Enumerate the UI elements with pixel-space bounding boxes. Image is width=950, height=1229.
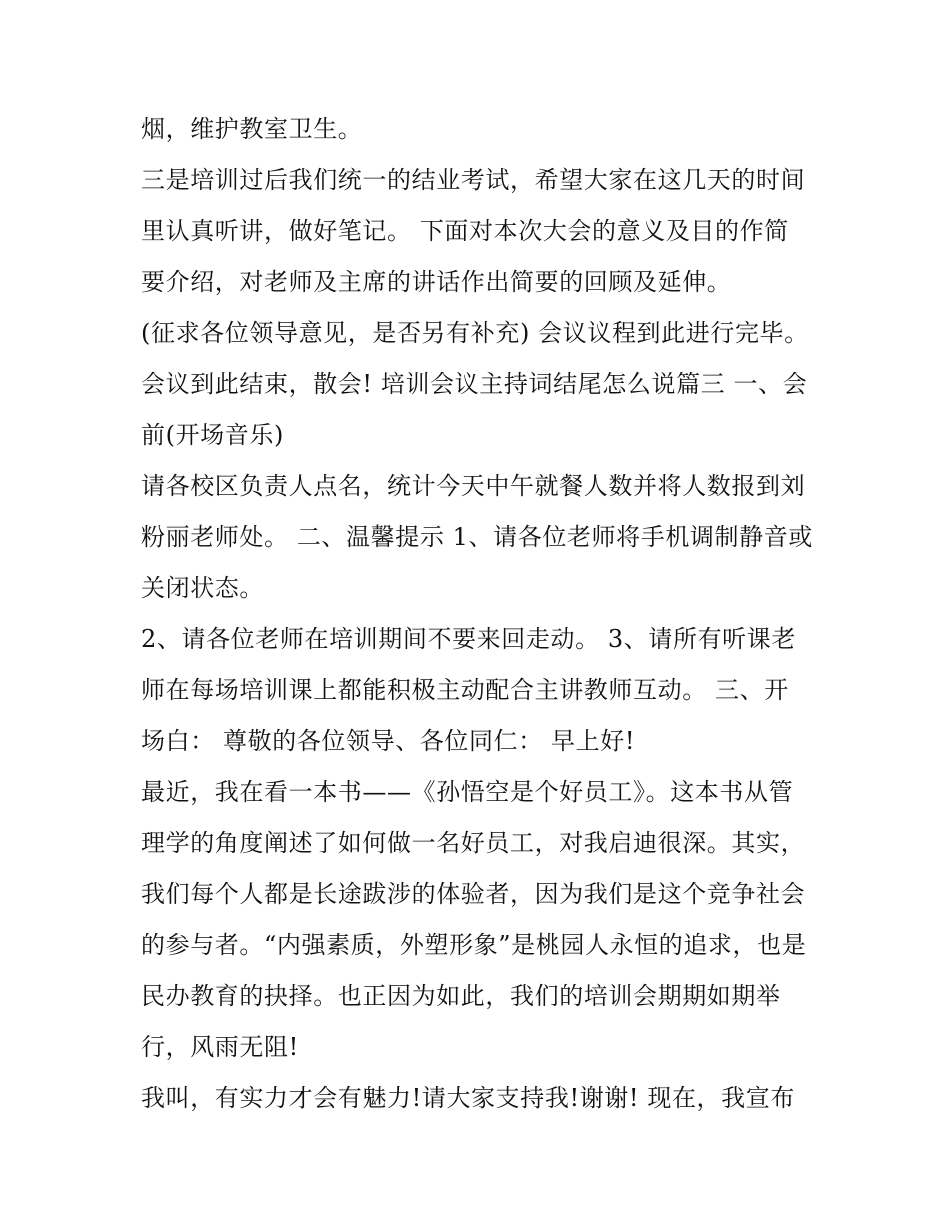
text-line: 烟，维护教室卫生。 (141, 115, 363, 143)
text-line: 我们每个人都是长途跋涉的体验者，因为我们是这个竞争社会 (141, 880, 806, 908)
text-line: 理学的角度阐述了如何做一名好员工，对我启迪很深。其实， (141, 829, 806, 857)
text-line: 里认真听讲，做好笔记。 下面对本次大会的意义及目的作简 (141, 217, 789, 245)
text-line: 2、请各位老师在培训期间不要来回走动。 3、请所有听课老 (141, 625, 796, 653)
text-line: 前(开场音乐) (141, 421, 284, 449)
text-line: 行，风雨无阻! (141, 1033, 299, 1061)
text-line: 的参与者。“内强素质，外塑形象”是桃园人永恒的追求，也是 (141, 931, 807, 959)
text-line: 最近，我在看一本书——《孙悟空是个好员工》。这本书从管 (141, 778, 794, 806)
text-line: 关闭状态。 (141, 574, 264, 602)
document-body (141, 104, 821, 1124)
text-line: 民办教育的抉择。也正因为如此，我们的培训会期期如期举 (141, 982, 781, 1010)
text-line: (征求各位领导意见，是否另有补充) 会议议程到此进行完毕。 (141, 319, 809, 347)
text-line: 要介绍，对老师及主席的讲话作出简要的回顾及延伸。 (141, 268, 732, 296)
text-line: 场白： 尊敬的各位领导、各位同仁： 早上好! (141, 727, 636, 755)
text-line: 师在每场培训课上都能积极主动配合主讲教师互动。 三、开 (141, 676, 789, 704)
text-line: 三是培训过后我们统一的结业考试，希望大家在这几天的时间 (141, 166, 806, 194)
text-line: 请各校区负责人点名，统计今天中午就餐人数并将人数报到刘 (141, 472, 806, 500)
text-line: 会议到此结束，散会! 培训会议主持词结尾怎么说篇三 一、会 (141, 370, 808, 398)
text-line: 粉丽老师处。 二、温馨提示 1、请各位老师将手机调制静音或 (141, 523, 813, 551)
text-line: 我叫，有实力才会有魅力!请大家支持我!谢谢! 现在，我宣布 (141, 1084, 795, 1112)
